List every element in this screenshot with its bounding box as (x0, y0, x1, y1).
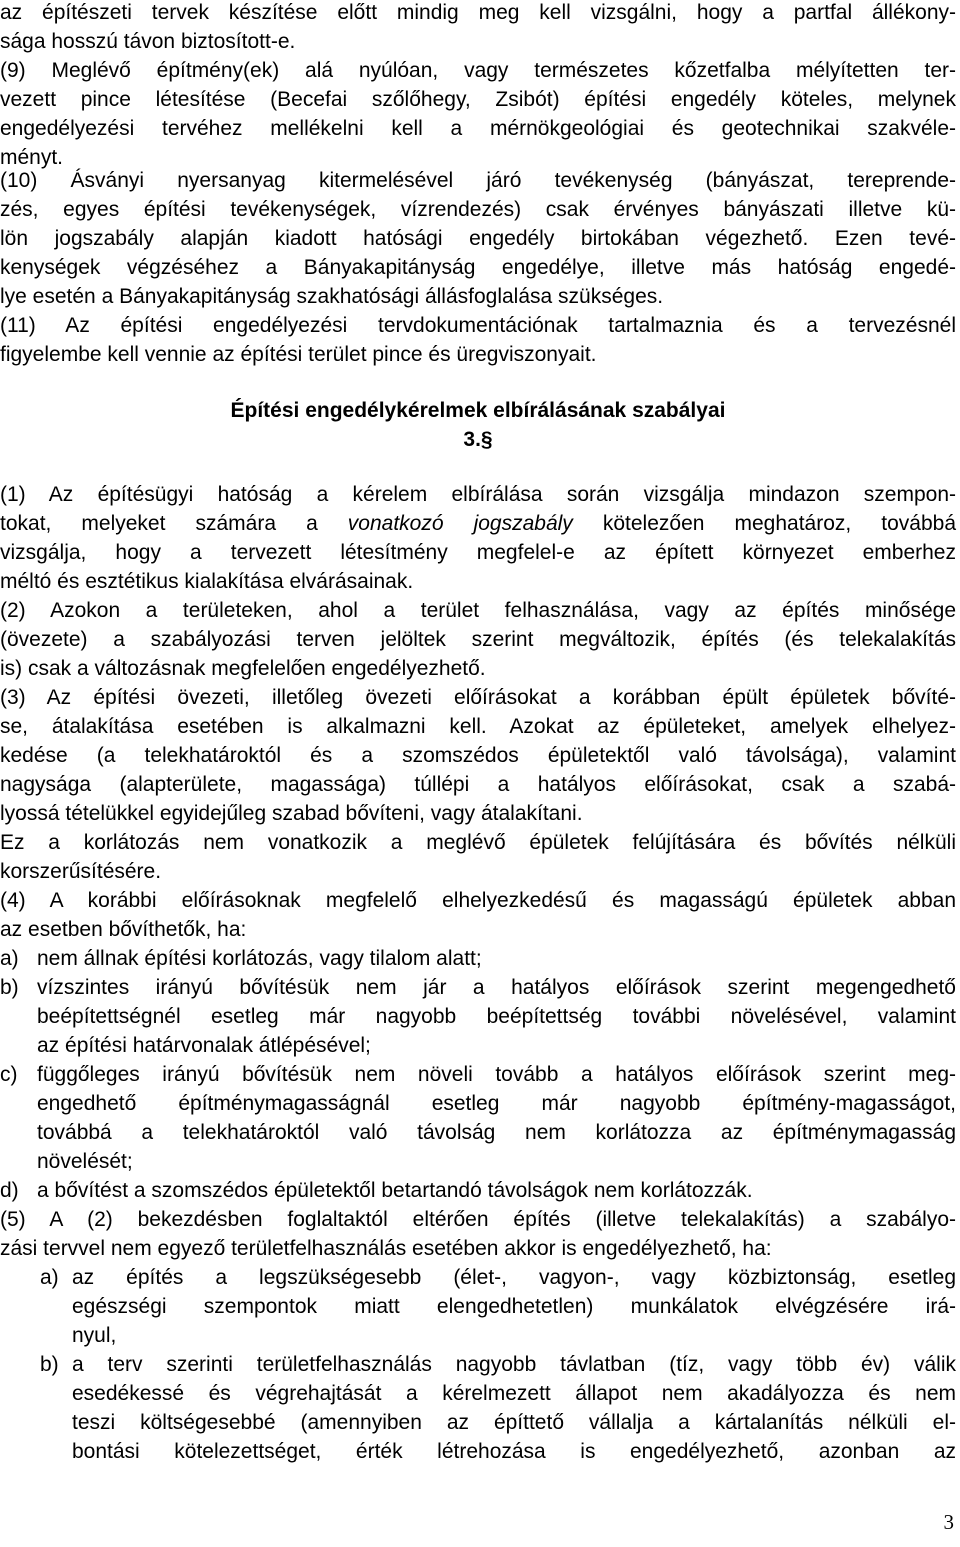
paragraph-11-line: (11) Az építési engedélyezési tervdokumentációnak tartalmaznia és a tervezésnél (0, 314, 956, 337)
list-item-a: egészségi szempontok miatt elengedhetetlen) munkálatok elvégzésére irá- (72, 1295, 956, 1318)
section-2-line: (2) Azokon a területeken, ahol a terület felhasználása, vagy az építés minősége (0, 599, 956, 622)
section-4-line: (4) A korábbi előírásoknak megfelelő elhelyezkedésű és magasságú épületek abban (0, 889, 956, 912)
paragraph-9-line: vezett pince létesítése (Becefai szőlőhegy, Zsibót) építési engedély köteles, melynek (0, 88, 956, 111)
paragraph-9-line: ményt. (0, 146, 64, 169)
paragraph-9-line: (9) Meglévő építmény(ek) alá nyúlóan, vagy természetes kőzetfalba mélyítetten ter- (0, 59, 956, 82)
section-3-line: nagysága (alapterülete, magassága) túllépi a hatályos előírásokat, csak a szabá- (0, 773, 956, 796)
list-item-c: növelését; (37, 1150, 133, 1173)
section-1-line: (1) Az építésügyi hatóság a kérelem elbírálása során vizsgálja mindazon szempon- (0, 483, 956, 506)
list-marker: b) (40, 1353, 59, 1376)
paragraph-9-line: engedélyezési tervéhez mellékelni kell a mérnökgeológiai és geotechnikai szakvéle- (0, 117, 956, 140)
text-run: kötelezően meghatároz, továbbá (572, 512, 956, 535)
list-marker: b) (0, 976, 19, 999)
text-line: sága hosszú távon biztosított-e. (0, 30, 296, 53)
list-item-c: függőleges irányú bővítésük nem növeli tovább a hatályos előírások szerint meg- (37, 1063, 956, 1086)
paragraph-11-line: figyelembe kell vennie az építési terület pince és üregviszonyait. (0, 343, 597, 366)
list-marker: a) (0, 947, 19, 970)
text-line: az építészeti tervek készítése előtt mindig meg kell vizsgálni, hogy a partfal állékony- (0, 1, 956, 24)
section-1-line (0, 509, 956, 538)
list-marker: a) (40, 1266, 59, 1289)
paragraph-10-line: (10) Ásványi nyersanyag kitermelésével járó tevékenység (bányászat, tereprende- (0, 169, 956, 192)
list-marker: c) (0, 1063, 18, 1086)
section-3-line: korszerűsítésére. (0, 860, 162, 883)
list-item-d: a bővítést a szomszédos épületektől betartandó távolságok nem korlátozzák. (37, 1179, 753, 1202)
list-item-a: nyul, (72, 1324, 117, 1347)
paragraph-10-line: lye esetén a Bányakapitányság szakhatósági állásfoglalása szükséges. (0, 285, 664, 308)
list-item-a: nem állnak építési korlátozás, vagy tilalom alatt; (37, 947, 482, 970)
section-2-line: is) csak a változásnak megfelelően engedélyezhető. (0, 657, 486, 680)
section-1-line: méltó és esztétikus kialakítása elvárásainak. (0, 570, 414, 593)
paragraph-10-line: lön jogszabály alapján kiadott hatósági engedély birtokában végezhető. Ezen tevé- (0, 227, 956, 250)
section-5-line: (5) A (2) bekezdésben foglaltaktól eltérően építés (illetve telekalakítás) a szabályo- (0, 1208, 956, 1231)
paragraph-10-line: zés, egyes építési tevékenységek, vízrendezés) csak érvényes bányászati illetve kü- (0, 198, 956, 221)
section-5-line: zási tervvel nem egyező területfelhasználás esetében akkor is engedélyezhető, ha: (0, 1237, 772, 1260)
list-item-b: vízszintes irányú bővítésük nem jár a hatályos előírások szerint megengedhető (37, 976, 956, 999)
section-3-line: Ez a korlátozás nem vonatkozik a meglévő épületek felújítására és bővítés nélküli (0, 831, 956, 854)
list-item-b: teszi költségesebbé (amennyiben az építtető vállalja a kártalanítás nélküli el- (72, 1411, 956, 1434)
paragraph-10-line: kenységek végzéséhez a Bányakapitányság engedélye, illetve más hatóság engedé- (0, 256, 956, 279)
section-title: Építési engedélykérelmek elbírálásának szabályai (230, 399, 726, 422)
section-3-line: lyossá tételükkel egyidejűleg szabad bővíteni, vagy átalakítani. (0, 802, 583, 825)
text-run: tokat, melyeket számára a (0, 512, 348, 535)
section-3-line: kedése (a telekhatároktól és a szomszédos épületektől való távolsága), valamint (0, 744, 956, 767)
list-item-b: az építési határvonalak átlépésével; (37, 1034, 371, 1057)
list-item-b: bontási kötelezettséget, érték létrehozása is engedélyezhető, azonban az (72, 1440, 956, 1463)
section-4-line: az esetben bővíthetők, ha: (0, 918, 247, 941)
section-1-line: vizsgálja, hogy a tervezett létesítmény megfelel-e az épített környezet emberhez (0, 541, 956, 564)
list-item-a: az építés a legszükségesebb (élet-, vagyon-, vagy közbiztonság, esetleg (72, 1266, 956, 1289)
section-number: 3.§ (463, 428, 493, 451)
section-3-line: (3) Az építési övezeti, illetőleg övezeti előírásokat a korábban épült épületek bővíté- (0, 686, 956, 709)
list-item-c: továbbá a telekhatároktól való távolság nem korlátozza az építménymagasság (37, 1121, 956, 1144)
section-2-line: (övezete) a szabályozási terven jelöltek szerint megváltozik, építés (és telekalakítás (0, 628, 956, 651)
italic-text: vonatkozó jogszabály (347, 512, 573, 535)
list-marker: d) (0, 1179, 19, 1202)
list-item-b: a terv szerinti területfelhasználás nagyobb távlatban (tíz, vagy több év) válik (72, 1353, 956, 1376)
page-number: 3 (943, 1510, 954, 1534)
list-item-b: beépítettségnél esetleg már nagyobb beépítettség további növelésével, valamint (37, 1005, 956, 1028)
section-3-line: se, átalakítása esetében is alkalmazni kell. Azokat az épületeket, amelyek elhelyez- (0, 715, 956, 738)
list-item-b: esedékessé és végrehajtását a kérelmezett állapot nem akadályozza és nem (72, 1382, 956, 1405)
list-item-c: engedhető építménymagasságnál esetleg már nagyobb építmény-magasságot, (37, 1092, 956, 1115)
